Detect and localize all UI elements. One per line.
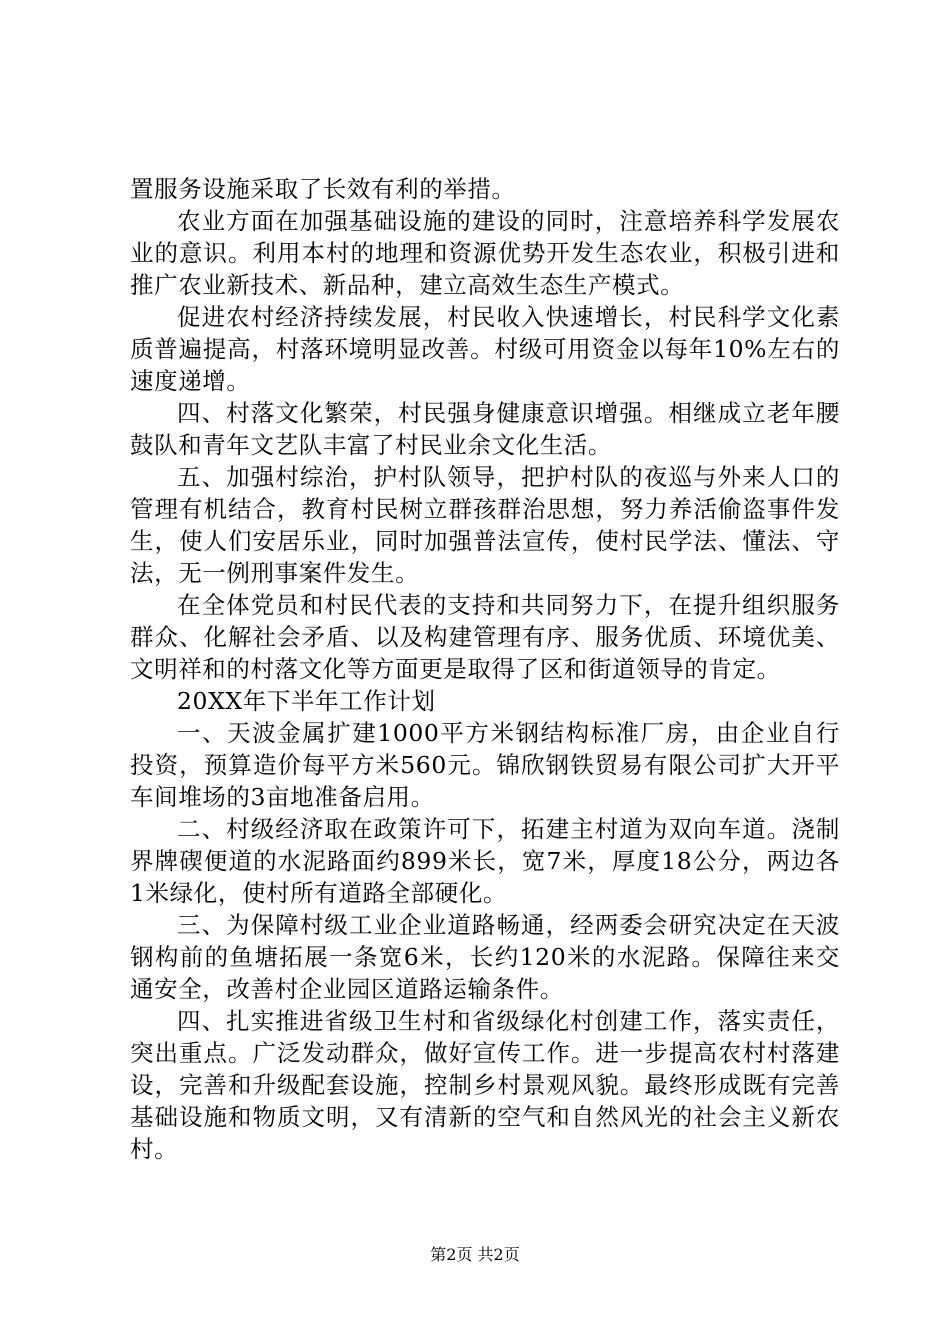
plan-item-1: 一、天波金属扩建1000平方米钢结构标准厂房，由企业自行投资，预算造价每平方米560元。锦欣钢铁贸易有限公司扩大开平车间堆场的3亩地准备启用。 — [130, 719, 840, 811]
section-heading-plan: 20XX年下半年工作计划 — [177, 687, 436, 715]
plan-item-2: 二、村级经济取在政策许可下，拓建主村道为双向车道。浇制界牌碶便道的水泥路面约899米长，宽7米，厚度18公分，两边各1米绿化，使村所有道路全部硬化。 — [130, 815, 840, 907]
paragraph-economy: 促进农村经济持续发展，村民收入快速增长，村民科学文化素质普遍提高，村落环境明显改善。村级可用资金以每年10%左右的速度递增。 — [130, 303, 840, 395]
paragraph-security: 五、加强村综治，护村队领导，把护村队的夜巡与外来人口的管理有机结合，教育村民树立群孩群治思想，努力养活偷盗事件发生，使人们安居乐业，同时加强普法宣传，使村民学法、懂法、守法，无一例刑事案件发生。 — [130, 463, 840, 587]
paragraph-continuation: 置服务设施采取了长效有利的举措。 — [130, 175, 516, 203]
document-body — [130, 173, 840, 1165]
page-footer: 第2页 共2页 — [430, 1245, 520, 1264]
paragraph-summary: 在全体党员和村民代表的支持和共同努力下，在提升组织服务群众、化解社会矛盾、以及构建管理有序、服务优质、环境优美、文明祥和的村落文化等方面更是取得了区和街道领导的肯定。 — [130, 591, 840, 683]
paragraph-culture: 四、村落文化繁荣，村民强身健康意识增强。相继成立老年腰鼓队和青年文艺队丰富了村民业余文化生活。 — [130, 399, 840, 459]
paragraph-agriculture: 农业方面在加强基础设施的建设的同时，注意培养科学发展农业的意识。利用本村的地理和资源优势开发生态农业，积极引进和推广农业新技术、新品种，建立高效生态生产模式。 — [130, 207, 840, 299]
plan-item-3: 三、为保障村级工业企业道路畅通，经两委会研究决定在天波钢构前的鱼塘拓展一条宽6米，长约120米的水泥路。保障往来交通安全，改善村企业园区道路运输条件。 — [130, 911, 840, 1003]
plan-item-4: 四、扎实推进省级卫生村和省级绿化村创建工作，落实责任，突出重点。广泛发动群众，做好宣传工作。进一步提高农村村落建设，完善和升级配套设施，控制乡村景观风貌。最终形成既有完善基础设施和物质文明，又有清新的空气和自然风光的社会主义新农村。 — [130, 1007, 840, 1163]
